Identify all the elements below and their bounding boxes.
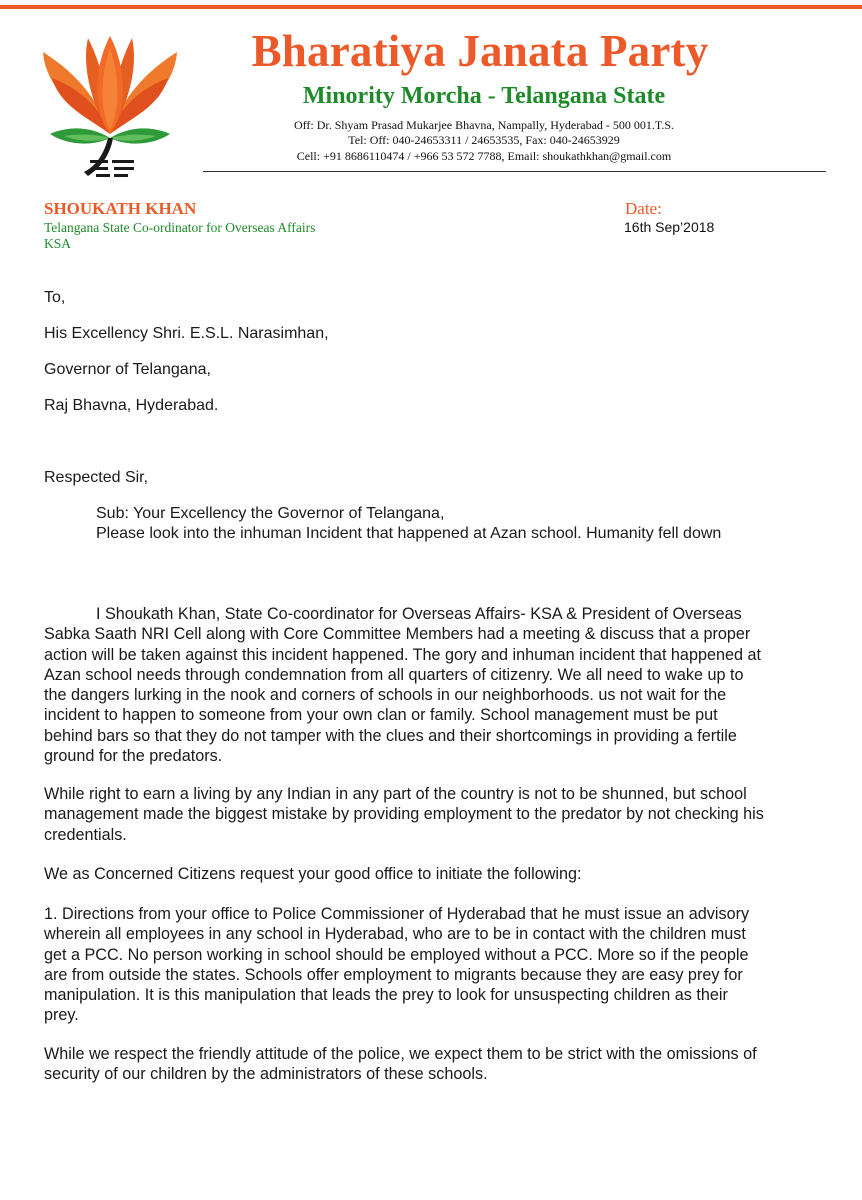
body-paragraph-5: While we respect the friendly attitude of the police, we expect them to be strict with the omissions of security of our children by the administrators of these schools.	[44, 1045, 757, 1084]
date-label: Date:	[625, 199, 662, 218]
date-value: 16th Sep’2018	[624, 219, 715, 235]
recipient-office: Governor of Telangana,	[44, 361, 211, 378]
office-address: Off: Dr. Shyam Prasad Mukarjee Bhavna, Nampally, Hyderabad - 500 001.T.S.	[293, 118, 675, 132]
sender-region: KSA	[44, 236, 72, 251]
sender-title: Telangana State Co-ordinator for Overseas Affairs	[44, 220, 316, 235]
subject-detail: Please look into the inhuman Incident that happened at Azan school. Humanity fell down	[96, 525, 722, 542]
sender-name: SHOUKATH KHAN	[44, 199, 197, 218]
body-paragraph-4: 1. Directions from your office to Police Commissioner of Hyderabad that he must issue an advisory wherein all employees in any school in Hyderabad, who are to be in contact with the children must get a PCC. No person working in school should be employed without a PCC. More so if the people are from outside the states. Schools offer employment to migrants because they are easy prey for manipulation. It is this manipulation that leads the prey to look for unsuspecting children as their prey.	[44, 905, 750, 1025]
lotus-icon	[38, 30, 183, 180]
header-divider	[203, 171, 826, 172]
morcha-title: Minority Morcha - Telangana State	[302, 83, 666, 109]
body-paragraph-2: While right to earn a living by any Indian in any part of the country is not to be shunned, but school management made the biggest mistake by providing employment to the predator by not checking his credentials.	[44, 785, 764, 844]
recipient-name: His Excellency Shri. E.S.L. Narasimhan,	[44, 325, 329, 342]
body-paragraph-3: We as Concerned Citizens request your good office to initiate the following:	[44, 865, 582, 883]
top-border	[0, 5, 862, 9]
salutation: Respected Sir,	[44, 469, 149, 486]
party-name: Bharatiya Janata Party	[251, 26, 709, 76]
subject-line: Sub: Your Excellency the Governor of Telangana,	[96, 505, 445, 522]
body-paragraph-1: I Shoukath Khan, State Co-coordinator for Overseas Affairs- KSA & President of Overseas Sabka Saath NRI Cell along with Core Committee Members had a meeting & discuss that a proper action will be taken against this incident happened. The gory and inhuman incident that happened at Azan school needs through condemnation from all quarters of citizenry. We all need to wake up to the dangers lurking in the nook and corners of schools in our neighborhoods. us not wait for the incident to happen to someone from your own clan or family. School management must be put behind bars so that they do not tamper with the clues and their shortcomings in providing a fertile ground for the predators.	[44, 605, 761, 766]
recipient-to: To,	[44, 289, 66, 306]
recipient-address: Raj Bhavna, Hyderabad.	[44, 397, 219, 414]
office-phone: Tel: Off: 040-24653311 / 24653535, Fax: 040-24653929	[348, 133, 620, 147]
contact-line: Cell: +91 8686110474 / +966 53 572 7788, Email: shoukathkhan@gmail.com	[296, 149, 672, 163]
